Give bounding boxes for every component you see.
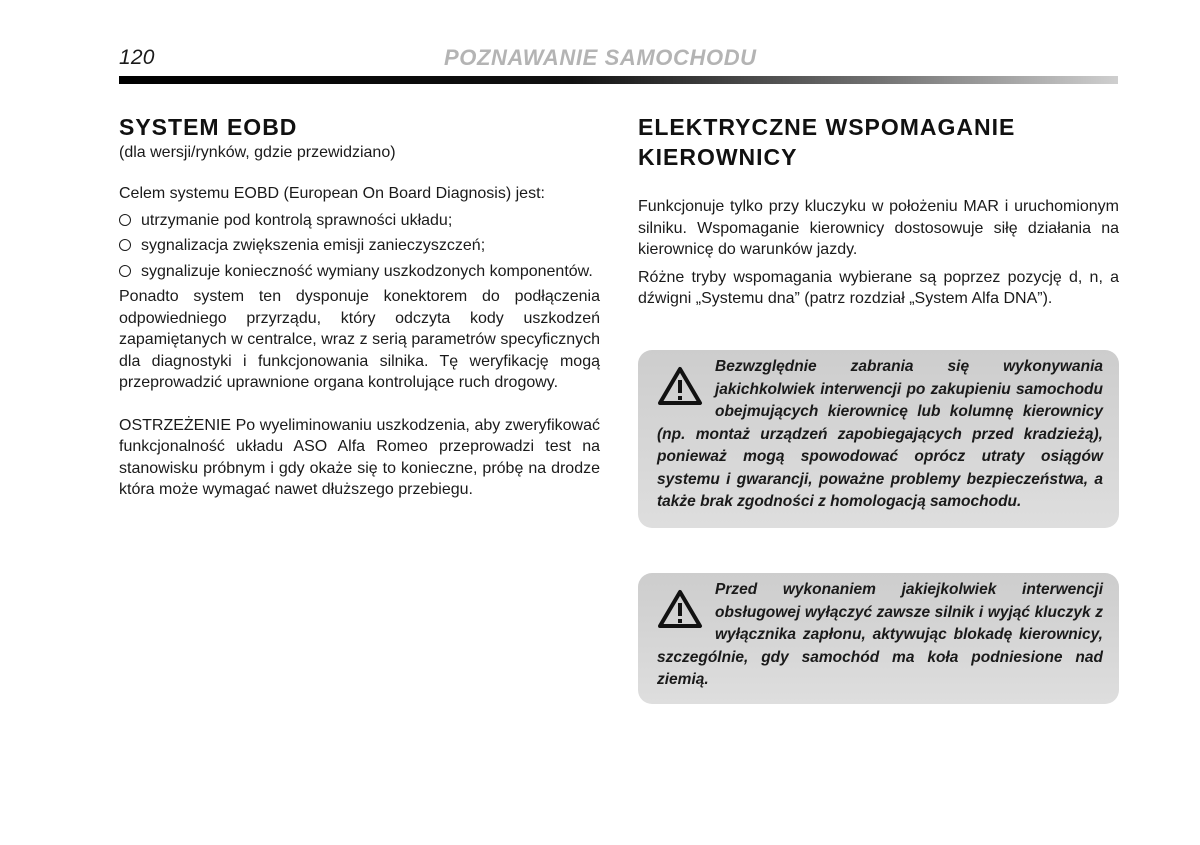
section-subtitle: (dla wersji/rynków, gdzie przewidziano) xyxy=(119,144,396,161)
heading-line-2: KIEROWNICY xyxy=(638,144,798,170)
warning-text: Bezwzględnie zabrania się wykonywania jakichkolwiek interwencji po zakupieniu samochodu obejmujących kierownicę lub kolumnę kierownicy (np. montaż urządzeń zapobiegających przed kradzieżą), ponieważ mogą spowodować oprócz utraty osiągów systemu i gwarancji, poważne problemy bezpieczeństwa, a także brak zgodności z homologacją samochodu. xyxy=(657,358,1103,510)
list-item xyxy=(119,235,600,257)
right-column xyxy=(638,112,1119,310)
body-paragraph: Ponadto system ten dysponuje konektorem do podłączenia odpowiedniego przyrządu, który odczyta kody uszkodzeń zapamiętanych w centralce, wraz z serią parametrów specyficznych dla diagnostyki i funkcjonowania silnika. Tę weryfikację mogą przeprowadzić uprawnione organa kontrolujące ruch drogowy. xyxy=(119,288,600,391)
list-item-text: utrzymanie pod kontrolą sprawności układu; xyxy=(141,211,453,229)
circle-bullet-icon xyxy=(119,265,131,277)
warning-box xyxy=(638,350,1119,528)
circle-bullet-icon xyxy=(119,239,131,251)
heading-line-1: ELEKTRYCZNE WSPOMAGANIE xyxy=(638,114,1016,140)
warning-text: Przed wykonaniem jakiejkolwiek interwencji obsługowej wyłączyć zawsze silnik i wyjąć kluczyk z wyłącznika zapłonu, aktywując blokadę kierownicy, szczególnie, gdy samochód ma koła podniesione nad ziemią. xyxy=(657,581,1103,688)
warning-paragraph: OSTRZEŻENIE Po wyeliminowaniu uszkodzenia, aby zweryfikować funkcjonalność układu ASO Alfa Romeo przeprowadzi test na stanowisku próbnym i gdy okaże się to konieczne, próbę na drodze która może wymagać nawet dłuższego przebiegu. xyxy=(119,416,600,498)
warning-box xyxy=(638,573,1119,704)
body-paragraph: Funkcjonuje tylko przy kluczyku w położeniu MAR i uruchomionym silniku. Wspomaganie kierownicy dostosowuje siłę działania na kierownicę do warunków jazdy. xyxy=(638,198,1119,258)
page-number: 120 xyxy=(119,46,155,69)
section-heading-eobd: SYSTEM EOBD xyxy=(119,114,298,140)
running-title: POZNAWANIE SAMOCHODU xyxy=(444,45,757,70)
body-paragraph: Różne tryby wspomagania wybierane są poprzez pozycję d, n, a dźwigni „Systemu dna” (patrz rozdział „System Alfa DNA”). xyxy=(638,268,1119,307)
warning-triangle-icon xyxy=(657,366,703,406)
intro-paragraph: Celem systemu EOBD (European On Board Diagnosis) jest: xyxy=(119,185,545,202)
bullet-list xyxy=(119,210,600,283)
warning-triangle-icon xyxy=(657,589,703,629)
section-heading-steering xyxy=(638,112,1119,172)
circle-bullet-icon xyxy=(119,214,131,226)
list-item-text: sygnalizuje konieczność wymiany uszkodzonych komponentów. xyxy=(141,262,593,280)
left-column xyxy=(119,112,600,501)
header-rule xyxy=(119,76,1118,84)
list-item xyxy=(119,210,600,232)
list-item xyxy=(119,261,600,283)
list-item-text: sygnalizacja zwiększenia emisji zanieczyszczeń; xyxy=(141,237,486,254)
